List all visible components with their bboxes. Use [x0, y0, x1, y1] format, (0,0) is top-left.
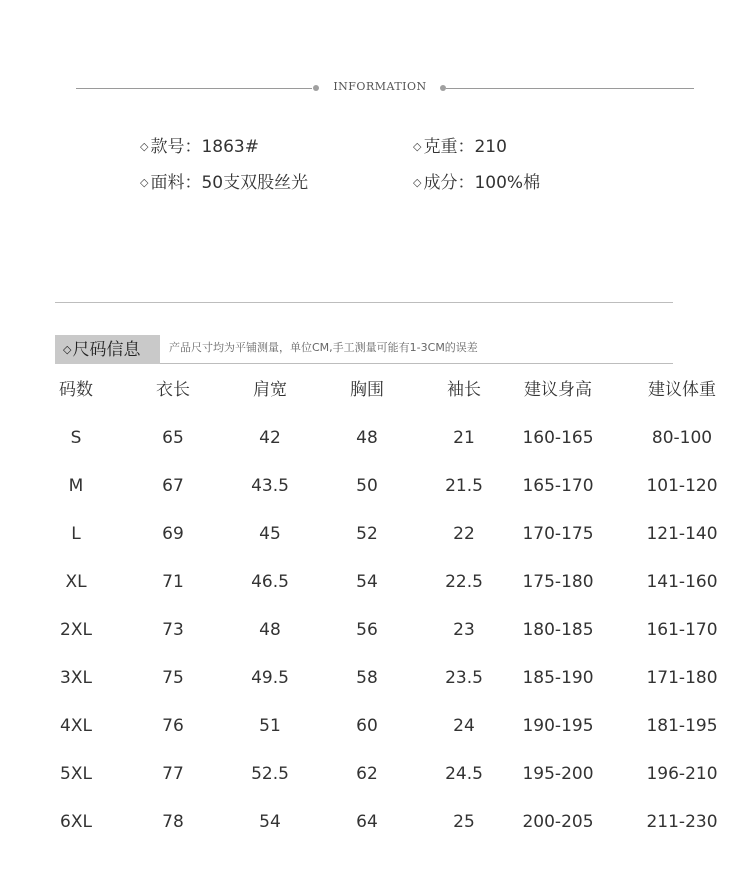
spec-weight: [413, 132, 507, 157]
information-title: INFORMATION: [333, 80, 427, 93]
table-cell: 64: [356, 812, 378, 832]
table-cell: 22: [453, 524, 475, 544]
table-cell: 24: [453, 716, 475, 736]
table-cell: 3XL: [60, 668, 92, 688]
table-cell: 73: [162, 620, 184, 640]
table-row: [0, 558, 750, 606]
table-cell: 76: [162, 716, 184, 736]
table-cell: 48: [259, 620, 281, 640]
table-cell: 56: [356, 620, 378, 640]
table-cell: 195-200: [522, 764, 594, 784]
table-cell: 62: [356, 764, 378, 784]
table-row: [0, 462, 750, 510]
table-row: [0, 654, 750, 702]
table-cell: 22.5: [445, 572, 483, 592]
diamond-icon: ◇: [63, 343, 72, 356]
spec-fabric-text: 面料：50支双股丝光: [150, 173, 309, 193]
table-cell: 101-120: [646, 476, 718, 496]
table-cell: 78: [162, 812, 184, 832]
table-cell: 75: [162, 668, 184, 688]
table-cell: 65: [162, 428, 184, 448]
table-cell: 196-210: [646, 764, 718, 784]
spec-fabric: [140, 168, 308, 193]
table-cell: 58: [356, 668, 378, 688]
table-cell: 5XL: [60, 764, 92, 784]
spec-style-no: [140, 132, 259, 157]
table-cell: 170-175: [522, 524, 594, 544]
size-info-title: [55, 335, 160, 364]
table-header-cell: 衣长: [156, 380, 190, 400]
table-cell: M: [68, 476, 84, 496]
table-cell: 71: [162, 572, 184, 592]
table-header-cell: 肩宽: [253, 380, 287, 400]
table-cell: 6XL: [60, 812, 92, 832]
table-row: [0, 798, 750, 846]
table-header-cell: 袖长: [447, 380, 481, 400]
table-row: [0, 606, 750, 654]
table-cell: 2XL: [60, 620, 92, 640]
table-cell: 171-180: [646, 668, 718, 688]
table-cell: 69: [162, 524, 184, 544]
header-dot-left: [313, 85, 319, 91]
table-cell: 54: [259, 812, 281, 832]
section-divider-bottom: [160, 363, 673, 364]
table-header-row: [0, 366, 750, 414]
table-header-cell: 建议体重: [648, 380, 716, 400]
table-cell: 161-170: [646, 620, 718, 640]
diamond-icon: ◇: [413, 176, 422, 189]
table-cell: S: [70, 428, 82, 448]
table-cell: 4XL: [60, 716, 92, 736]
table-cell: 121-140: [646, 524, 718, 544]
table-cell: 80-100: [651, 428, 713, 448]
diamond-icon: ◇: [140, 176, 149, 189]
table-cell: 42: [259, 428, 281, 448]
table-cell: 60: [356, 716, 378, 736]
table-cell: 50: [356, 476, 378, 496]
table-cell: L: [71, 524, 81, 544]
spec-composition-text: 成分：100%棉: [423, 173, 541, 193]
table-header-cell: 码数: [59, 380, 93, 400]
table-cell: 23.5: [445, 668, 483, 688]
table-cell: 52.5: [251, 764, 289, 784]
table-cell: 200-205: [522, 812, 594, 832]
table-cell: 43.5: [251, 476, 289, 496]
table-row: [0, 750, 750, 798]
table-cell: 46.5: [251, 572, 289, 592]
table-cell: 45: [259, 524, 281, 544]
table-cell: 49.5: [251, 668, 289, 688]
table-cell: 54: [356, 572, 378, 592]
size-info-title-text: 尺码信息: [72, 340, 141, 360]
header-line-left: [76, 88, 312, 89]
table-header-cell: 胸围: [350, 380, 384, 400]
table-cell: 77: [162, 764, 184, 784]
spec-composition: [413, 168, 540, 193]
table-row: [0, 702, 750, 750]
table-cell: 211-230: [646, 812, 718, 832]
table-cell: 181-195: [646, 716, 718, 736]
information-header: [76, 78, 694, 98]
table-row: [0, 510, 750, 558]
table-cell: 52: [356, 524, 378, 544]
diamond-icon: ◇: [140, 140, 149, 153]
table-cell: 48: [356, 428, 378, 448]
table-cell: 180-185: [522, 620, 594, 640]
table-cell: 165-170: [522, 476, 594, 496]
diamond-icon: ◇: [413, 140, 422, 153]
section-divider-top: [55, 302, 673, 303]
table-cell: 141-160: [646, 572, 718, 592]
table-cell: 21.5: [445, 476, 483, 496]
size-measure-note: 产品尺寸均为平铺测量，单位CM,手工测量可能有1-3CM的误差: [169, 341, 478, 354]
table-row: [0, 414, 750, 462]
table-cell: 190-195: [522, 716, 594, 736]
header-line-right: [446, 88, 694, 89]
spec-style-no-text: 款号：1863#: [150, 137, 259, 157]
table-cell: XL: [65, 572, 87, 592]
table-cell: 21: [453, 428, 475, 448]
table-cell: 67: [162, 476, 184, 496]
table-cell: 24.5: [445, 764, 483, 784]
table-cell: 51: [259, 716, 281, 736]
table-cell: 23: [453, 620, 475, 640]
spec-weight-text: 克重：210: [423, 137, 507, 157]
table-cell: 160-165: [522, 428, 594, 448]
table-cell: 25: [453, 812, 475, 832]
table-cell: 175-180: [522, 572, 594, 592]
table-header-cell: 建议身高: [524, 380, 592, 400]
table-cell: 185-190: [522, 668, 594, 688]
